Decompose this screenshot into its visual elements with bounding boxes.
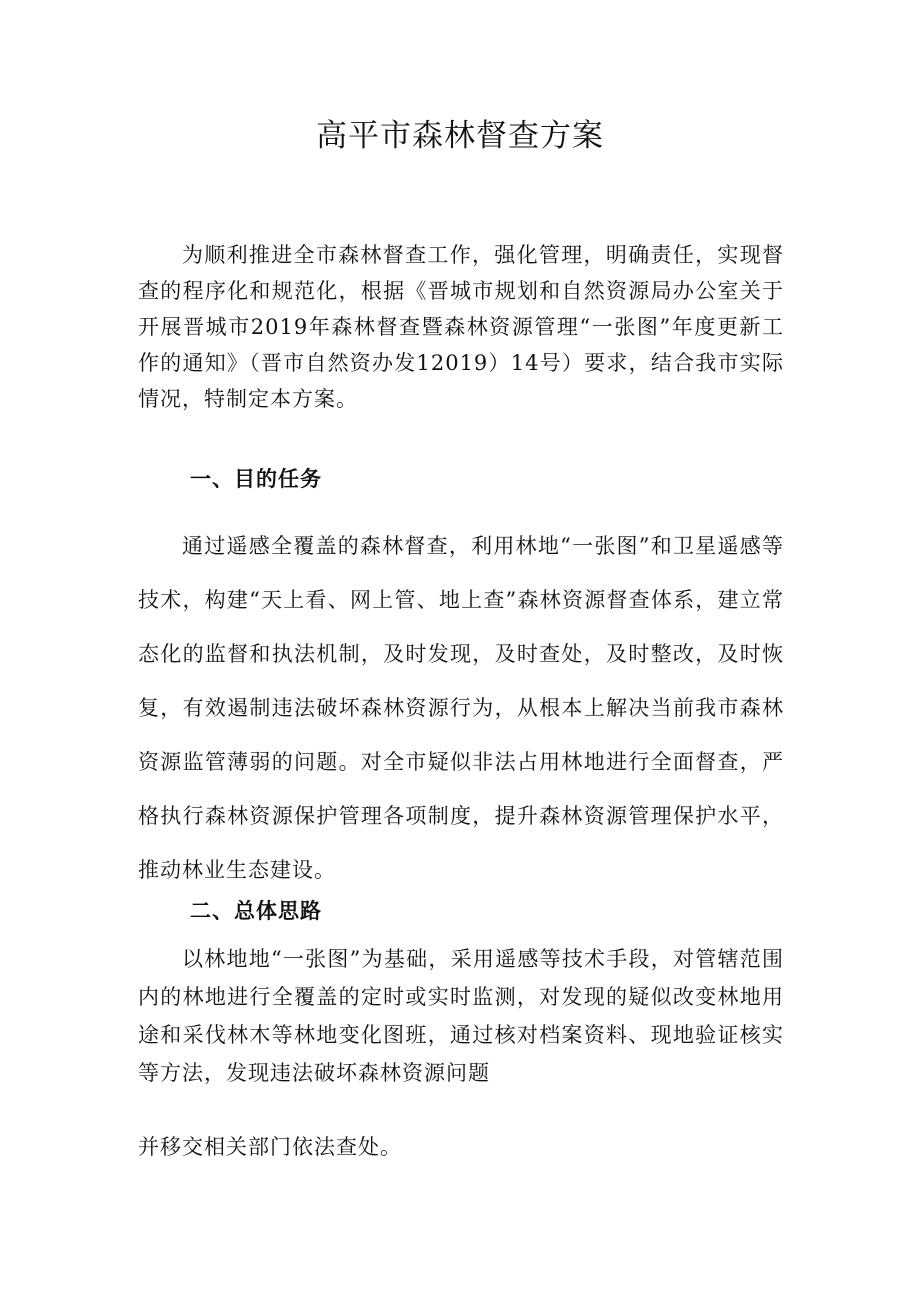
section-heading-purpose: 一、目的任务 bbox=[190, 467, 322, 491]
intro-paragraph: 为顺利推进全市森林督查工作，强化管理，明确责任，实现督查的程序化和规范化，根据《晋城市规划和自然资源局办公室关于开展晋城市2019年森林督查暨森林资源管理“一张图”年度更新工作的通知》（晋市自然资办发12019）14号）要求，结合我市实际情况，特制定本方案。 bbox=[138, 243, 784, 411]
document-title: 高平市森林督查方案 bbox=[316, 118, 604, 154]
section-body-approach-tail: 并移交相关部门依法查处。 bbox=[138, 1135, 402, 1159]
section-body-approach: 以林地地“一张图”为基础，采用遥感等技术手段，对管辖范围内的林地进行全覆盖的定时或实时监测，对发现的疑似改变林地用途和采伐林木等林地变化图班，通过核对档案资料、现地验证核实等方法，发现违法破坏森林资源问题 bbox=[138, 947, 784, 1085]
section-heading-approach: 二、总体思路 bbox=[190, 899, 322, 923]
section-body-purpose: 通过遥感全覆盖的森林督查，利用林地“一张图”和卫星遥感等技术，构建“天上看、网上管、地上查”森林资源督查体系，建立常态化的监督和执法机制，及时发现，及时查处，及时整改，及时恢复，有效遏制违法破坏森林资源行为，从根本上解决当前我市森林资源监管薄弱的问题。对全市疑似非法占用林地进行全面督查，严格执行森林资源保护管理各项制度，提升森林资源管理保护水平，推动林业生态建设。 bbox=[138, 534, 784, 882]
